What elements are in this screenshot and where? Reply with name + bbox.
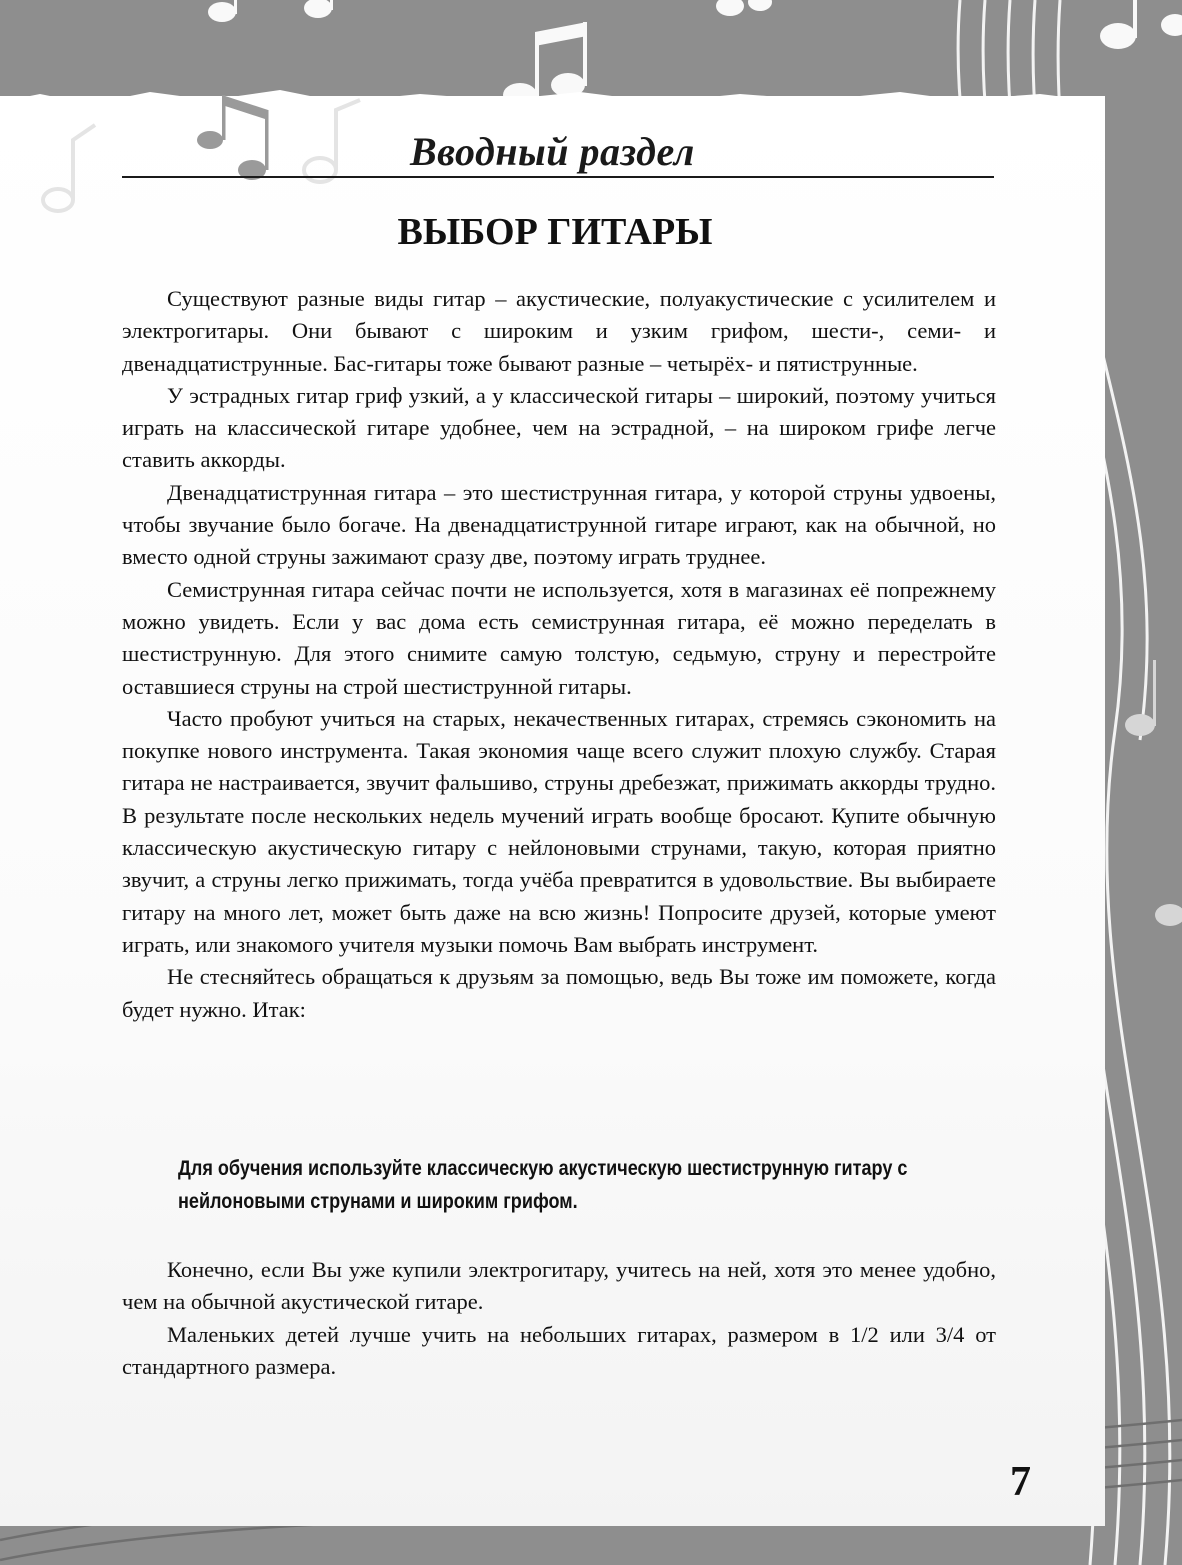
callout-recommendation: Для обучения используйте классическую акустическую шестиструнную гитару с нейлоновыми струнами и широким грифом. bbox=[178, 1157, 908, 1213]
paragraph-2: У эстрадных гитар гриф узкий, а у классической гитары – широкий, поэтому учиться играть на классической гитаре удобнее, чем на эстрадной, – на широком грифе легче ставить аккорды. bbox=[122, 382, 996, 473]
paragraph-8: Маленьких детей лучше учить на небольших гитарах, размером в 1/2 или 3/4 от стандартного размера. bbox=[122, 1321, 996, 1379]
page-number: 7 bbox=[1010, 1459, 1031, 1505]
body-text-continued bbox=[122, 1254, 996, 1383]
paragraph-5: Часто пробуют учиться на старых, некачественных гитарах, стремясь сэкономить на покупке нового инструмента. Такая экономия чаще всего служит плохую службу. Старая гитара не настраивается, звучит фальшиво, струны дребезжат, прижимать аккорды трудно. В результате после нескольких недель мучений играть вообще бросают. Купите обычную классическую акустическую гитару с нейлоновыми струнами, такую, которая приятно звучит, а струны легко прижимать, тогда учёба превратится в удовольствие. Вы выбираете гитару на много лет, может быть даже на всю жизнь! Попросите друзей, которые умеют играть, или знакомого учителя музыки помочь Вам выбрать инструмент. bbox=[122, 705, 996, 957]
paragraph-1: Существуют разные виды гитар – акустические, полуакустические с усилителем и электрогитары. Они бывают с широким и узким грифом, шести-, семи- и двенадцатиструнные. Бас-гитары тоже бывают разные – четырёх- и пятиструнные. bbox=[122, 286, 996, 376]
header-divider bbox=[122, 176, 994, 178]
paragraph-4: Семиструнная гитара сейчас почти не используется, хотя в магазинах её попрежнему можно увидеть. Если у вас дома есть семиструнная гитара, её можно переделать в шестиструнную. Для этого снимите самую толстую, седьмую, струну и перестройте оставшиеся струны на строй шестиструнной гитары. bbox=[122, 576, 996, 699]
page-title: ВЫБОР ГИТАРЫ bbox=[397, 211, 713, 253]
paragraph-3: Двенадцатиструнная гитара – это шестиструнная гитара, у которой струны удвоены, чтобы звучание было богаче. На двенадцатиструнной гитаре играют, как на обычной, но вместо одной струны зажимают сразу две, поэтому играть труднее. bbox=[122, 479, 996, 570]
body-text bbox=[122, 283, 996, 1026]
paragraph-7: Конечно, если Вы уже купили электрогитару, учитесь на ней, хотя это менее удобно, чем на обычной акустической гитаре. bbox=[122, 1257, 996, 1315]
paragraph-6: Не стесняйтесь обращаться к друзьям за помощью, ведь Вы тоже им поможете, когда будет нужно. Итак: bbox=[122, 964, 996, 1022]
section-header: Вводный раздел bbox=[410, 129, 695, 174]
